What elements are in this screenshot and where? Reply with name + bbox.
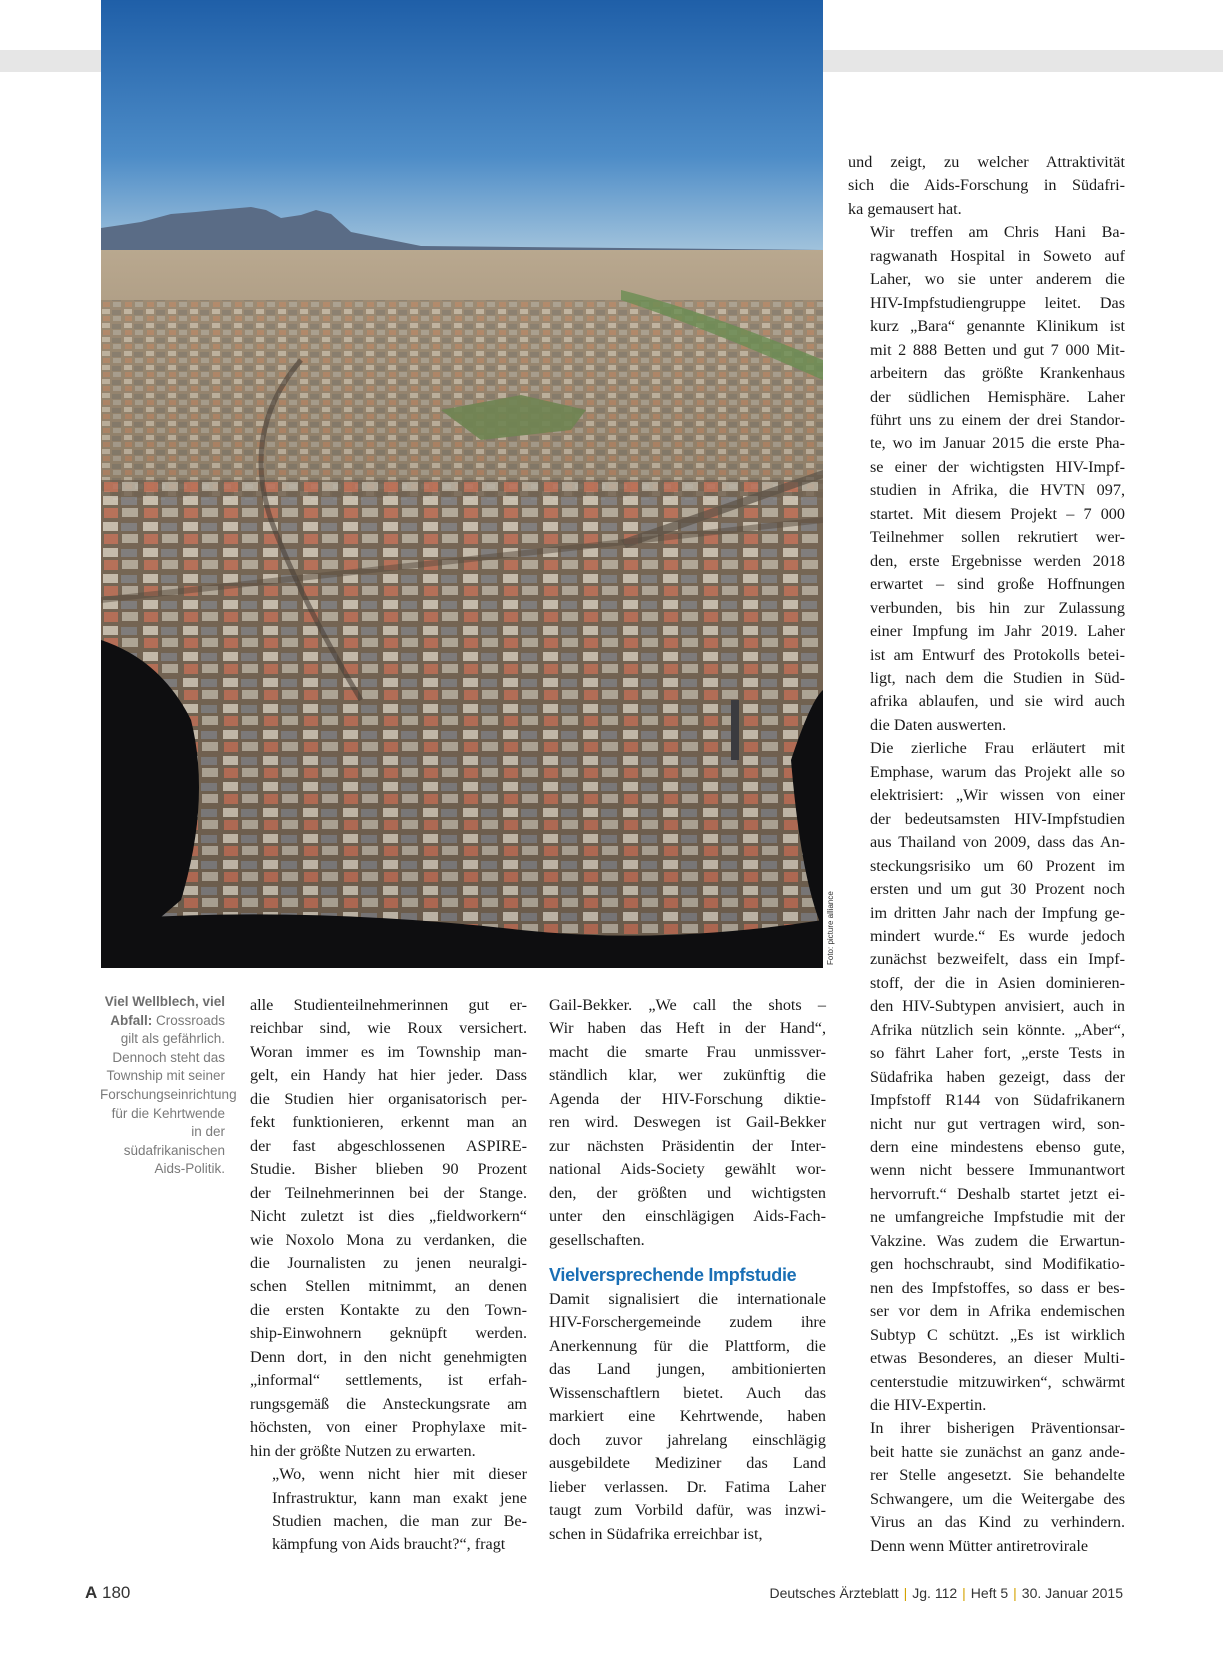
text-line: ne umfangreiche Impfstudie mit der (870, 1208, 1125, 1227)
text-line: Nicht zuletzt ist dies „fieldworkern“ (250, 1207, 527, 1226)
text-line: HIV-Impfstudiengruppe leitet. Das (870, 293, 1125, 312)
text-line: ragwanath Hospital in Soweto auf (870, 246, 1125, 265)
section-subheading: Vielversprechende Impfstudie (549, 1264, 797, 1285)
text-line: sich die Aids-Forschung in Südafri- (848, 176, 1125, 195)
text-column-2 (549, 994, 826, 1546)
text-line: se einer der wichtigsten HIV-Impf- (870, 457, 1125, 476)
text-line: Denn wenn Mütter antiretrovirale (870, 1536, 1089, 1555)
caption-text: Crossroads gilt als gefährlich. Dennoch steht das Township mit seiner Forschungseinrichtung für die Kehrtwende in der südafrikanischen Aids-Politik. (100, 1012, 237, 1177)
text-line: die ersten Kontakte zu den Town- (250, 1300, 527, 1319)
text-line: Studien machen, die man zur Be- (272, 1511, 527, 1530)
text-line: ist am Entwurf des Protokolls betei- (870, 645, 1125, 664)
text-line: ligt, nach dem die Studien in Süd- (870, 668, 1125, 687)
text-line: der südlichen Hemisphäre. Laher (870, 387, 1125, 406)
photo-caption (100, 993, 237, 1179)
text-line: Gail-Bekker. „We call the shots – (549, 996, 826, 1014)
text-line: führt uns zu einem der drei Standor- (870, 410, 1125, 429)
journal-name: Deutsches Ärzteblatt (769, 1585, 899, 1601)
caption-lead: Viel Wellblech, viel Abfall: (104, 994, 225, 1028)
text-column-3 (848, 151, 1125, 1558)
text-line: im dritten Jahr nach der Impfung ge- (870, 903, 1125, 922)
journal-date: 30. Januar 2015 (1021, 1585, 1123, 1601)
text-line: studien in Afrika, die HVTN 097, (870, 481, 1125, 500)
text-line: markiert eine Kehrtwende, haben (549, 1407, 826, 1426)
text-line: ren wird. Deswegen ist Gail-Bekker (549, 1113, 826, 1132)
text-line: höchsten, von einer Prophylaxe mit- (250, 1418, 527, 1437)
text-line: der Teilnehmerinnen bei der Stange. (250, 1183, 527, 1202)
text-line: Wissenschaftlern bietet. Auch das (549, 1383, 826, 1402)
text-line: den HIV-Subtypen anvisiert, auch in (870, 997, 1125, 1016)
text-line: Studie. Bisher blieben 90 Prozent (250, 1160, 527, 1179)
text-line: macht die smarte Frau unmissver- (549, 1042, 826, 1061)
text-line: lieber verlassen. Dr. Fatima Laher (549, 1477, 826, 1496)
text-line: mindert wurde.“ Es wurde jedoch (870, 926, 1125, 945)
text-line: Infrastruktur, kann man exakt jene (272, 1488, 527, 1507)
text-line: ständlich klar, wer zukünftig die (549, 1066, 826, 1085)
text-line: Impfstoff R144 von Südafrikanern (870, 1091, 1125, 1110)
text-line: hin der größte Nutzen zu erwarten. (250, 1441, 476, 1460)
text-line: erwartet – sind große Hoffnungen (870, 575, 1125, 594)
text-line: Vakzine. Was zudem die Erwartun- (870, 1231, 1125, 1250)
text-line: verbunden, bis hin zur Zulassung (870, 598, 1125, 617)
photo-credit: Foto: picture alliance (826, 891, 835, 965)
text-line: Damit signalisiert die internationale (549, 1289, 826, 1308)
text-line: zur nächsten Präsidentin der Inter- (549, 1136, 826, 1155)
text-line: gen hochschraubt, sind Modifikatio- (870, 1255, 1125, 1274)
paragraph (848, 737, 1125, 1417)
text-line: rungsgemäß die Ansteckungsrate am (250, 1394, 527, 1413)
text-line: stoff, der die in Asien dominieren- (870, 973, 1125, 992)
text-line: die Studien hier organisatorisch per- (250, 1089, 527, 1108)
paragraph (250, 994, 527, 1463)
text-line: steckungsrisiko um 60 Prozent im (870, 856, 1125, 875)
text-line: schen Stellen mitnimmt, an denen (250, 1277, 527, 1296)
text-line: Die zierliche Frau erläutert mit (870, 739, 1125, 758)
paragraph (250, 1463, 527, 1557)
text-line: der fast abgeschlossenen ASPIRE- (250, 1136, 527, 1155)
text-line: Wir haben das Heft in der Hand“, (549, 1019, 826, 1038)
text-line: so fährt Laher fort, „erste Tests in (870, 1044, 1125, 1063)
header-band-right (822, 50, 1223, 72)
text-line: ersten und um gut 30 Prozent noch (870, 880, 1125, 899)
text-line: arbeitern das größte Krankenhaus (870, 364, 1125, 383)
journal-volume: Jg. 112 (912, 1585, 958, 1601)
text-line: Virus an das Kind zu verhindern. (870, 1513, 1125, 1532)
text-line: gesellschaften. (549, 1230, 645, 1249)
text-line: die HIV-Expertin. (870, 1396, 987, 1415)
paragraph (549, 994, 826, 1252)
text-line: beit hatte sie zunächst an ganz ande- (870, 1442, 1125, 1461)
paragraph (848, 151, 1125, 221)
text-line: HIV-Forschergemeinde zudem ihre (549, 1313, 826, 1332)
text-line: ser vor dem in Afrika endemischen (870, 1302, 1125, 1321)
text-line: nen des Impfstoffes, so dass er bes- (870, 1278, 1125, 1297)
page-number-value: 180 (102, 1583, 131, 1602)
header-band-left (0, 50, 101, 72)
text-line: und zeigt, zu welcher Attraktivität (848, 153, 1125, 171)
text-line: unter den einschlägigen Aids-Fach- (549, 1207, 826, 1226)
page-number (85, 1583, 130, 1603)
text-line: Agenda der HIV-Forschung diktie- (549, 1089, 826, 1108)
text-line: „informal“ settlements, ist erfah- (250, 1371, 527, 1390)
text-line: zunächst bezweifelt, dass ein Impf- (870, 950, 1125, 969)
text-line: den, der größten und wichtigsten (549, 1183, 826, 1202)
text-column-1 (250, 994, 527, 1557)
paragraph (848, 221, 1125, 737)
paragraph (549, 1288, 826, 1546)
paragraph (848, 1417, 1125, 1558)
text-line: der bedeutsamsten HIV-Impfstudien (870, 809, 1125, 828)
text-line: reichbar sind, wie Roux versichert. (250, 1019, 527, 1038)
text-line: Laher, wo sie unter anderem die (870, 270, 1125, 289)
text-line: nicht nur gut vertragen wird, son- (870, 1114, 1125, 1133)
text-line: wenn nicht bessere Immunantwort (870, 1161, 1125, 1180)
journal-issue: Heft 5 (970, 1585, 1009, 1601)
text-line: startet. Mit diesem Projekt – 7 000 (870, 504, 1125, 523)
text-line: national Aids-Society gewählt wor- (549, 1160, 826, 1179)
text-line: Woran immer es im Township man- (250, 1042, 527, 1061)
journal-info: Deutsches Ärzteblatt | Jg. 112 | Heft 5 | 30. Januar 2015 (769, 1585, 1123, 1601)
text-line: Schwangere, um die Weitergabe des (870, 1489, 1125, 1508)
text-line: hervorruft.“ Deshalb startet jetzt ei- (870, 1184, 1125, 1203)
text-line: Emphase, warum das Projekt alle so (870, 762, 1125, 781)
text-line: die Journalisten zu jenen neuralgi- (250, 1253, 527, 1272)
text-line: schen in Südafrika erreichbar ist, (549, 1524, 763, 1543)
text-line: fekt funktionieren, erkennt man an (250, 1113, 527, 1132)
text-line: ausgebildete Mediziner das Land (549, 1454, 826, 1473)
text-line: einer Impfung im Jahr 2019. Laher (870, 622, 1125, 641)
text-line: Anerkennung für die Plattform, die (549, 1336, 826, 1355)
text-line: aus Thailand von 2009, dass das An- (870, 833, 1125, 852)
text-line: kämpfung von Aids braucht?“, fragt (272, 1535, 506, 1554)
text-line: gelt, ein Handy hat hier jeder. Dass (250, 1066, 527, 1085)
text-line: taugt zum Vorbild dafür, was inzwi- (549, 1501, 826, 1520)
text-line: das Land jungen, ambitionierten (549, 1360, 826, 1379)
text-line: alle Studienteilnehmerinnen gut er- (250, 996, 527, 1014)
text-line: Wir treffen am Chris Hani Ba- (870, 223, 1125, 242)
text-line: afrika ablaufen, und sie wird auch (870, 692, 1125, 711)
text-line: In ihrer bisherigen Präventionsar- (870, 1419, 1125, 1438)
text-line: kurz „Bara“ genannte Klinikum ist (870, 317, 1125, 336)
text-line: Afrika nützlich sein könnte. „Aber“, (870, 1020, 1125, 1039)
text-line: Südafrika haben gezeigt, dass der (870, 1067, 1125, 1086)
text-line: rer Stelle angesetzt. Sie behandelte (870, 1466, 1125, 1485)
text-line: etwas Besonderes, an dieser Multi- (870, 1349, 1125, 1368)
text-line: wie Noxolo Mona zu verdanken, die (250, 1230, 527, 1249)
text-line: Subtyp C schützt. „Es ist wirklich (870, 1325, 1125, 1344)
text-line: centerstudie mitzuwirken“, schwärmt (870, 1372, 1125, 1391)
text-line: te, wo im Januar 2015 die erste Pha- (870, 434, 1125, 453)
text-line: ship-Einwohnern geknüpft werden. (250, 1324, 527, 1343)
text-line: den, erste Ergebnisse werden 2018 (870, 551, 1125, 570)
page-footer (85, 1583, 1123, 1607)
text-line: elektrisiert: „Wir wissen von einer (870, 786, 1125, 805)
text-line: ka gemausert hat. (848, 199, 962, 218)
text-line: mit 2 888 Betten und gut 7 000 Mit- (870, 340, 1125, 359)
text-line: Denn dort, in den nicht genehmigten (250, 1347, 527, 1366)
text-line: Teilnehmer sollen rekrutiert wer- (870, 528, 1125, 547)
text-line: dern eine mindestens ebenso gute, (870, 1138, 1125, 1157)
text-line: doch zuvor jahrelang einschlägig (549, 1430, 826, 1449)
text-line: „Wo, wenn nicht hier mit dieser (272, 1465, 527, 1484)
aerial-township-photo (101, 0, 823, 968)
page-letter: A (85, 1583, 98, 1602)
text-line: die Daten auswerten. (870, 715, 1007, 734)
